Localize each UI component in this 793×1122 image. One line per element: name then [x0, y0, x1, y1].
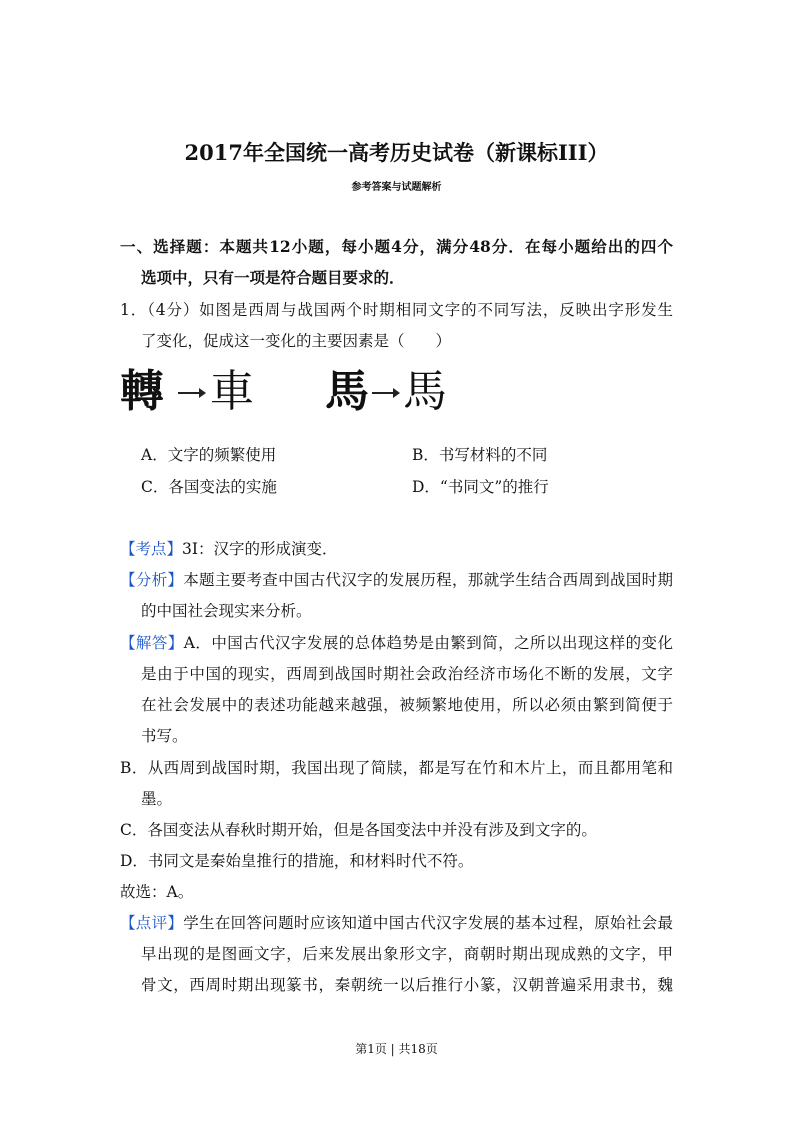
section-heading-cont: 选项中，只有一项是符合题目要求的． — [141, 268, 405, 287]
dianping — [120, 913, 673, 933]
option-c: C．各国变法的实施 — [141, 478, 277, 496]
warring-states-che-glyph: 車 — [210, 366, 254, 417]
section-heading: 一、选择题：本题共12小题，每小题4分，满分48分．在每小题给出的四个 — [120, 237, 673, 256]
question-text: 1．（4分）如图是西周与战国两个时期相同文字的不同写法，反映出字形发生 — [120, 301, 673, 319]
answer: 故选：A。 — [120, 883, 194, 901]
dianping-text-cont: 早出现的是图画文字，后来发展出象形文字，商朝时期出现成熟的文字，甲 — [141, 945, 673, 963]
dianping-tag: 【点评】 — [120, 914, 184, 932]
kaodian — [120, 539, 338, 559]
kaodian-text: 3I：汉字的形成演变． — [182, 540, 338, 558]
jieda-tag: 【解答】 — [120, 634, 184, 652]
explain-c: C．各国变法从春秋时期开始，但是各国变法中并没有涉及到文字的。 — [120, 821, 597, 839]
western-zhou-che-glyph: 轉 — [120, 366, 164, 417]
explain-b: B．从西周到战国时期，我国出现了简牍，都是写在竹和木片上，而且都用笔和 — [120, 759, 673, 777]
arrow-icon — [178, 392, 204, 394]
explain-b-cont: 墨。 — [141, 790, 173, 808]
arrow-icon — [372, 392, 398, 394]
question-text-cont: 了变化，促成这一变化的主要因素是（ ） — [141, 332, 452, 350]
page-title: 2017年全国统一高考历史试卷（新课标III） — [184, 140, 609, 165]
page-footer: 第1页 | 共18页 — [355, 1042, 438, 1056]
explain-d: D．书同文是秦始皇推行的措施，和材料时代不符。 — [120, 852, 474, 870]
option-b: B．书写材料的不同 — [412, 446, 548, 464]
jieda-text: A．中国古代汉字发展的总体趋势是由繁到简，之所以出现这样的变化 — [183, 634, 673, 652]
jieda — [120, 633, 673, 653]
jieda-text-cont: 是由于中国的现实，西周到战国时期社会政治经济市场化不断的发展，文字 — [141, 665, 673, 683]
fenxi-tag: 【分析】 — [120, 571, 184, 589]
dianping-text: 学生在回答问题时应该知道中国古代汉字发展的基本过程，原始社会最 — [183, 914, 673, 932]
option-a: A．文字的频繁使用 — [141, 446, 277, 464]
jieda-text-cont: 在社会发展中的表述功能越来越强，被频繁地使用，所以必须由繁到简便于 — [141, 696, 673, 714]
warring-states-ma-glyph: 馬 — [403, 366, 447, 417]
fenxi — [120, 570, 673, 590]
western-zhou-ma-glyph: 馬 — [325, 366, 369, 417]
kaodian-tag: 【考点】 — [120, 540, 183, 558]
fenxi-text: 本题主要考查中国古代汉字的发展历程，那就学生结合西周到战国时期 — [183, 571, 673, 589]
page-subtitle: 参考答案与试题解析 — [351, 182, 442, 193]
jieda-text-cont: 书写。 — [141, 727, 188, 745]
option-d: D．“书同文”的推行 — [412, 478, 549, 496]
fenxi-text-cont: 的中国社会现实来分析。 — [141, 602, 312, 620]
dianping-text-cont: 骨文，西周时期出现篆书，秦朝统一以后推行小篆，汉朝普遍采用隶书，魏 — [141, 976, 673, 994]
